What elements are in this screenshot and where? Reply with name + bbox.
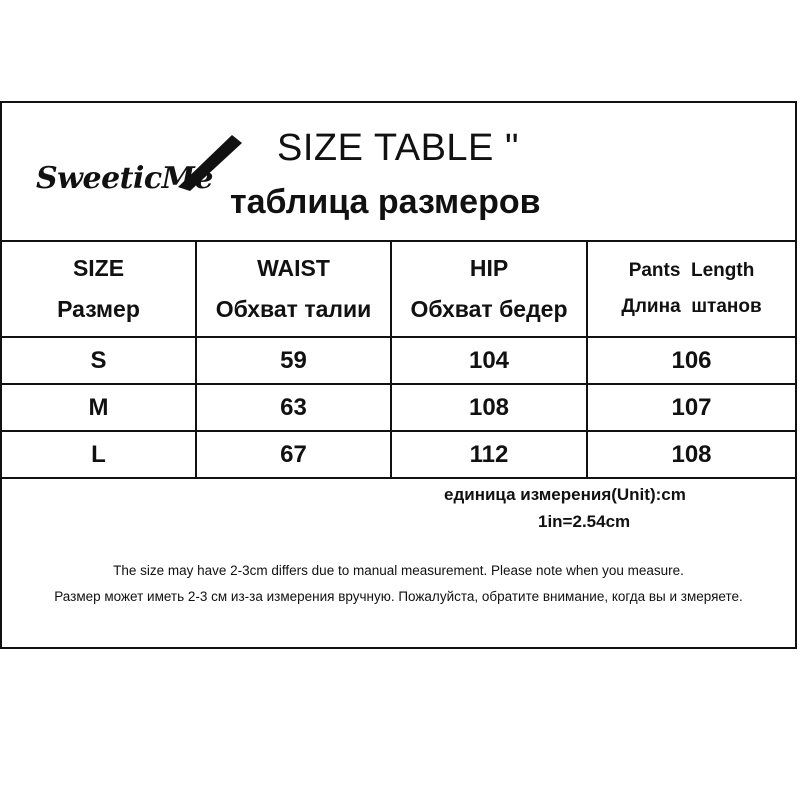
table-row <box>2 384 795 431</box>
cell-hip: 112 <box>391 431 587 478</box>
header-label-en: Pants Length <box>628 260 755 281</box>
measurement-note-english: The size may have 2-3cm differs due to manual measurement. Please note when you measure. <box>113 563 684 578</box>
measurement-note-russian: Размер может иметь 2-3 см из-за измерения вручную. Пожалуйста, обратите внимание, когда вы и змеряете. <box>54 589 743 604</box>
header-label-en: HIP <box>469 255 509 281</box>
header-label-ru: Длина штанов <box>621 296 762 317</box>
cell-hip: 104 <box>391 337 587 384</box>
cell-size: L <box>2 431 196 478</box>
header-label-ru: Обхват бедер <box>410 296 568 322</box>
header-label-ru: Обхват талии <box>215 296 372 322</box>
cell-hip: 108 <box>391 384 587 431</box>
unit-label: единица измерения(Unit):cm <box>444 485 686 504</box>
size-table <box>2 242 795 479</box>
cell-waist: 59 <box>196 337 391 384</box>
header-cell-waist <box>196 242 391 337</box>
table-header-row <box>2 242 795 337</box>
header-label-en: SIZE <box>72 255 125 281</box>
header-label-en: WAIST <box>257 255 330 281</box>
page-title-russian: таблица размеров <box>230 183 541 221</box>
cell-pants-length: 107 <box>587 384 795 431</box>
page-title-english: SIZE TABLE " <box>277 127 519 169</box>
brand-logo-text: SweeticMe <box>36 161 213 196</box>
cell-pants-length: 106 <box>587 337 795 384</box>
cell-size: M <box>2 384 196 431</box>
table-row <box>2 431 795 478</box>
cell-waist: 63 <box>196 384 391 431</box>
cell-size: S <box>2 337 196 384</box>
size-chart-frame <box>0 101 797 649</box>
header-cell-hip <box>391 242 587 337</box>
table-row <box>2 337 795 384</box>
unit-conversion: 1in=2.54cm <box>538 512 631 531</box>
cell-pants-length: 108 <box>587 431 795 478</box>
size-chart-header <box>2 103 795 242</box>
header-label-ru: Размер <box>57 296 140 322</box>
header-cell-pants-length <box>587 242 795 337</box>
header-cell-size <box>2 242 196 337</box>
cell-waist: 67 <box>196 431 391 478</box>
brand-logo <box>30 131 250 201</box>
